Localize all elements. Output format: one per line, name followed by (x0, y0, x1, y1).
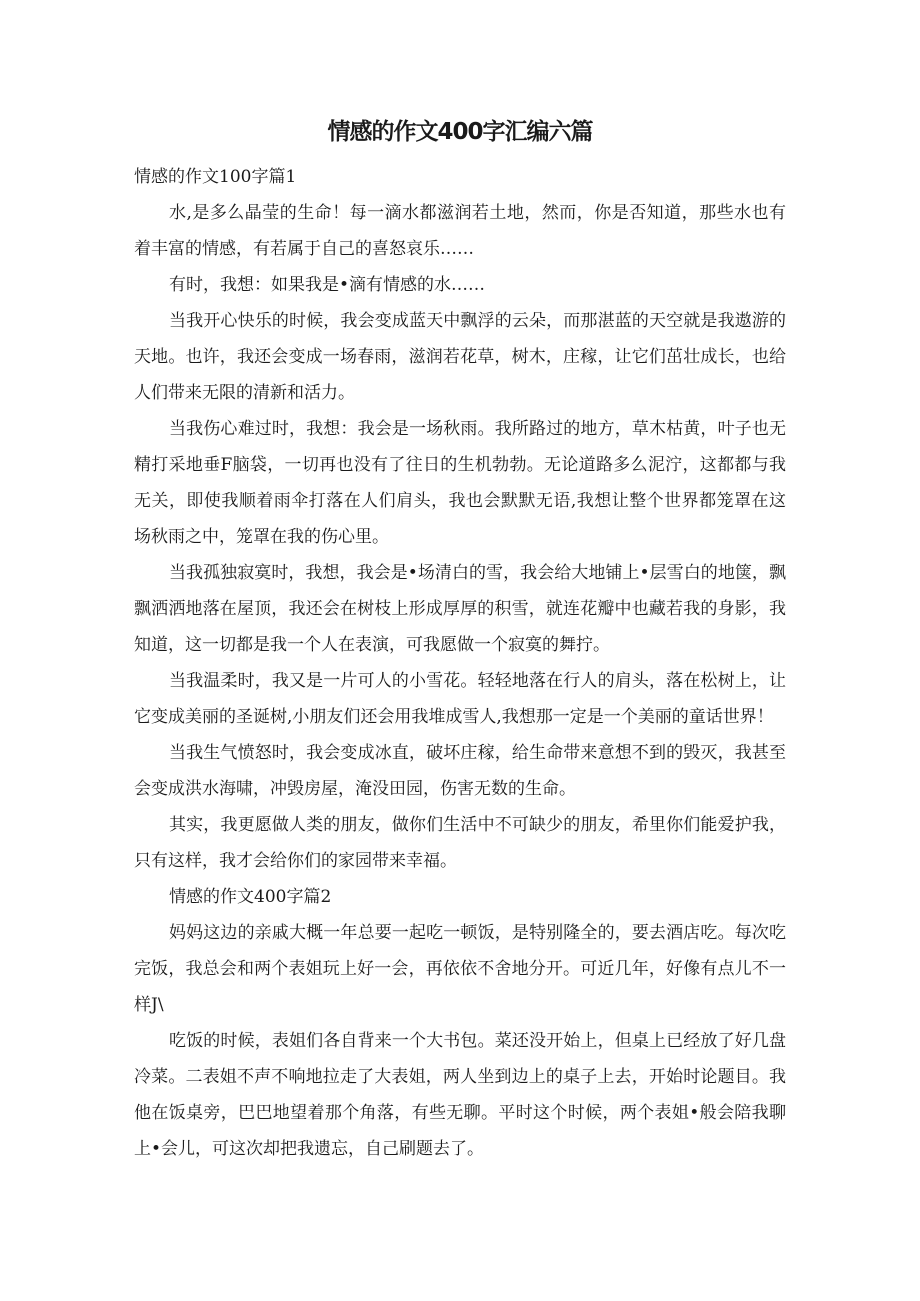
text-line: 情感的作文400字篇2 (169, 887, 332, 907)
text-line: 有时，我想：如果我是•滴有情感的水…… (169, 275, 486, 295)
text-line: 会变成洪水海啸，冲毁房屋，淹没田园，伤害无数的生命。 (134, 779, 576, 799)
text-line: 它变成美丽的圣诞树,小朋友们还会用我堆成雪人,我想那一定是一个美丽的童话世界！ (134, 707, 774, 727)
paragraph (134, 735, 786, 807)
text-line: 当我孤独寂寞时，我想，我会是•场清白的雪，我会给大地铺上•层雪白的地箧，飘 (169, 563, 786, 583)
text-line: 只有这样，我才会给你们的家园带来幸福。 (134, 851, 457, 871)
text-line: 当我生气愤怒时，我会变成冰直，破坏庄稼，给生命带来意想不到的毁灭，我甚至 (169, 743, 786, 763)
text-line: 当我开心快乐的时候，我会变成蓝天中飘浮的云朵，而那湛蓝的天空就是我遨游的 (169, 311, 786, 331)
text-line: 天地。也许，我还会变成一场春雨，滋润若花草，树木，庄稼，让它们茁壮成长，也给 (134, 347, 786, 367)
text-line: 无关，即使我顺着雨伞打落在人们肩头，我也会默默无语,我想让整个世界都笼罩在这 (134, 491, 786, 511)
document-body (134, 159, 786, 1167)
text-line: 着丰富的情感，有若属于自己的喜怒哀乐…… (134, 239, 474, 259)
text-line: 上•会儿，可这次却把我遗忘，自己刷题去了。 (134, 1139, 485, 1159)
text-line: 人们带来无限的清新和活力。 (134, 383, 355, 403)
text-line: 当我伤心难过时，我想：我会是一场秋雨。我所路过的地方，草木枯黄，叶子也无 (169, 419, 786, 439)
text-line: 当我温柔时，我又是一片可人的小雪花。轻轻地落在行人的肩头，落在松树上，让 (169, 671, 786, 691)
paragraph (134, 411, 786, 555)
text-line: 知道，这一切都是我一个人在表演，可我愿做一个寂寞的舞拧。 (134, 635, 610, 655)
paragraph (134, 663, 786, 735)
text-line: 其实，我更愿做人类的朋友，做你们生活中不可缺少的朋友，希里你们能爱护我， (169, 815, 786, 835)
paragraph (134, 1023, 786, 1167)
text-line: 妈妈这边的亲戚大概一年总要一起吃一顿饭，是特别隆全的，要去酒店吃。每次吃 (169, 923, 786, 943)
text-line: 场秋雨之中，笼罩在我的伤心里。 (134, 527, 389, 547)
text-line: 情感的作文100字篇1 (134, 167, 297, 187)
document-title: 情感的作文400字汇编六篇 (327, 119, 593, 145)
paragraph (134, 195, 786, 267)
section-heading (134, 159, 786, 195)
section-heading (134, 879, 786, 915)
text-line: 冷菜。二表姐不声不响地拉走了大表姐，两人坐到边上的桌子上去，开始时论题目。我 (134, 1067, 786, 1087)
text-line: 他在饭桌旁，巴巴地望着那个角落，有些无聊。平时这个时候，两个表姐•般会陪我聊 (134, 1103, 786, 1123)
text-line: 飘洒洒地落在屋顶，我还会在树枝上形成厚厚的积雪，就连花瓣中也藏若我的身影，我 (134, 599, 786, 619)
paragraph (134, 267, 786, 303)
text-line: 完饭，我总会和两个表姐玩上好一会，再依依不舍地分开。可近几年，好像有点儿不一 (134, 959, 786, 979)
paragraph (134, 807, 786, 879)
text-line: 水,是多么晶莹的生命！每一滴水都滋润若土地，然而，你是否知道，那些水也有 (169, 203, 786, 223)
text-line: 精打采地垂F脑袋，一切再也没有了往日的生机勃勃。无论道路多么泥泞，这都都与我 (134, 455, 786, 475)
paragraph (134, 555, 786, 663)
text-line: 样J\ (134, 995, 164, 1015)
paragraph (134, 915, 786, 1023)
text-line: 吃饭的时候，表姐们各自背来一个大书包。菜还没开始上，但桌上已经放了好几盘 (169, 1031, 786, 1051)
paragraph (134, 303, 786, 411)
